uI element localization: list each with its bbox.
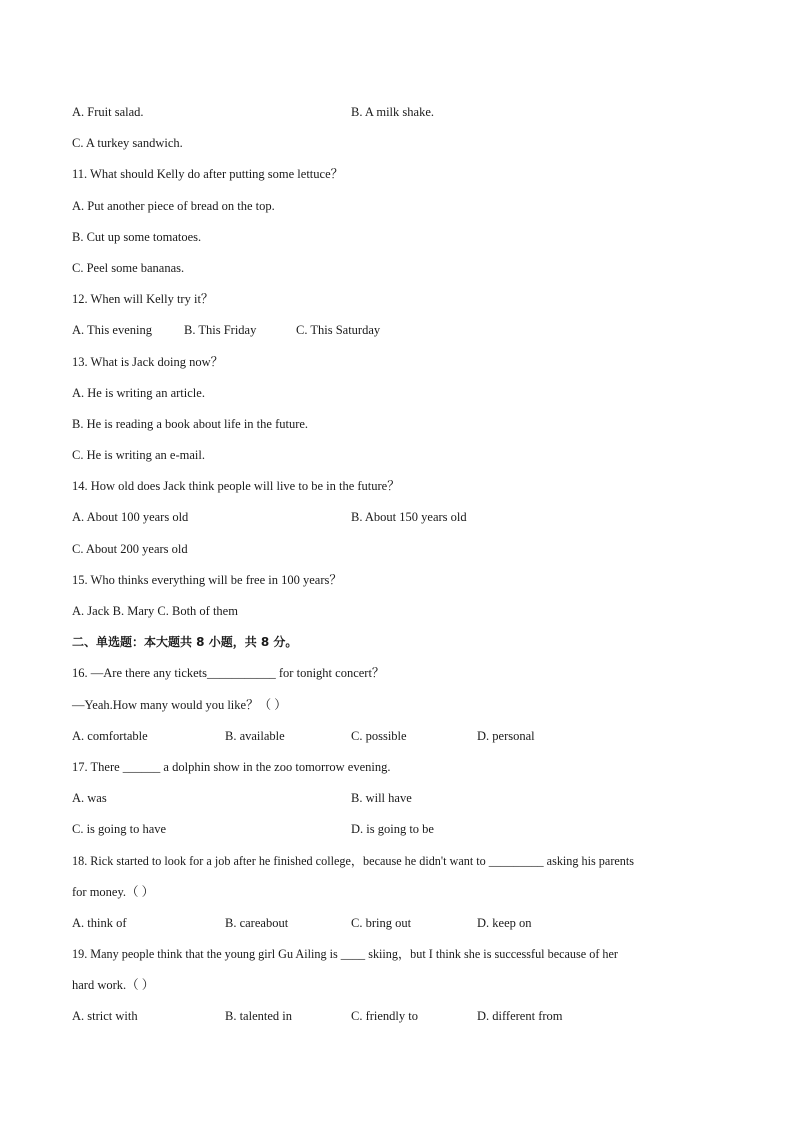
q18-option-a: A. think of [72, 915, 127, 930]
q17-option-b: B. will have [351, 791, 412, 806]
q18-option-d: D. keep on [477, 915, 532, 930]
q18-stem-cont: for money.（ ） [72, 884, 155, 899]
q14-options-row1 [72, 505, 732, 536]
q18-options [72, 911, 732, 942]
q16-option-d: D. personal [477, 728, 535, 743]
q18-option-c: C. bring out [351, 915, 412, 930]
q11-option-a: A. Put another piece of bread on the top. [72, 198, 275, 213]
q19-stem-cont: hard work.（ ） [72, 978, 155, 993]
exam-page [72, 100, 732, 1036]
q19-options [72, 1004, 732, 1035]
q17-option-c: C. is going to have [72, 822, 167, 837]
q16-options [72, 724, 732, 755]
q13-option-b: B. He is reading a book about life in the future. [72, 416, 309, 431]
q14-option-b: B. About 150 years old [351, 510, 467, 525]
q13-stem: 13. What is Jack doing now？ [72, 354, 224, 369]
q10-option-b: B. A milk shake. [351, 105, 434, 119]
q16-reply: —Yeah.How many would you like？（ ） [72, 697, 287, 712]
q12-option-c: C. This Saturday [296, 323, 381, 338]
q10-options-row1 [72, 100, 732, 131]
q17-stem: 17. There ______ a dolphin show in the zoo tomorrow evening. [72, 759, 391, 774]
q12-options [72, 318, 732, 349]
q15-options: A. Jack B. Mary C. Both of them [72, 604, 238, 618]
q19-option-b: B. talented in [225, 1009, 292, 1024]
q17-option-d: D. is going to be [351, 822, 434, 837]
q13-option-a: A. He is writing an article. [72, 385, 205, 400]
q18-option-b: B. careabout [225, 915, 289, 930]
q10-option-a: A. Fruit salad. [72, 105, 144, 119]
q17-options-row1 [72, 786, 732, 817]
q15-stem: 15. Who thinks everything will be free in 100 years？ [72, 572, 342, 587]
q16-option-a: A. comfortable [72, 728, 148, 743]
q19-stem: 19. Many people think that the young girl Gu Ailing is ____ skiing，but I think she is successful because of her [72, 947, 618, 962]
q12-stem: 12. When will Kelly try it？ [72, 292, 214, 307]
q13-option-c: C. He is writing an e-mail. [72, 448, 205, 463]
q14-option-c: C. About 200 years old [72, 541, 188, 556]
q11-option-c: C. Peel some bananas. [72, 260, 185, 275]
q14-stem: 14. How old does Jack think people will live to be in the future？ [72, 479, 400, 494]
q16-option-c: C. possible [351, 728, 407, 743]
q19-option-a: A. strict with [72, 1009, 138, 1024]
q16-stem: 16. —Are there any tickets___________ for tonight concert？ [72, 666, 385, 681]
q18-stem: 18. Rick started to look for a job after he finished college，because he didn't want to _________ asking his parents [72, 853, 635, 868]
q14-option-a: A. About 100 years old [72, 510, 189, 525]
q11-stem: 11. What should Kelly do after putting some lettuce？ [72, 167, 344, 182]
q11-option-b: B. Cut up some tomatoes. [72, 229, 202, 244]
q10-option-c: C. A turkey sandwich. [72, 136, 183, 151]
q19-option-c: C. friendly to [351, 1009, 419, 1024]
q12-option-b: B. This Friday [184, 323, 257, 338]
q12-option-a: A. This evening [72, 323, 152, 338]
q17-option-a: A. was [72, 791, 107, 806]
section-heading: 二、单选题：本大题共 8 小题，共 8 分。 [72, 635, 298, 650]
q19-option-d: D. different from [477, 1009, 563, 1024]
q17-options-row2 [72, 817, 732, 848]
q16-option-b: B. available [225, 728, 285, 743]
